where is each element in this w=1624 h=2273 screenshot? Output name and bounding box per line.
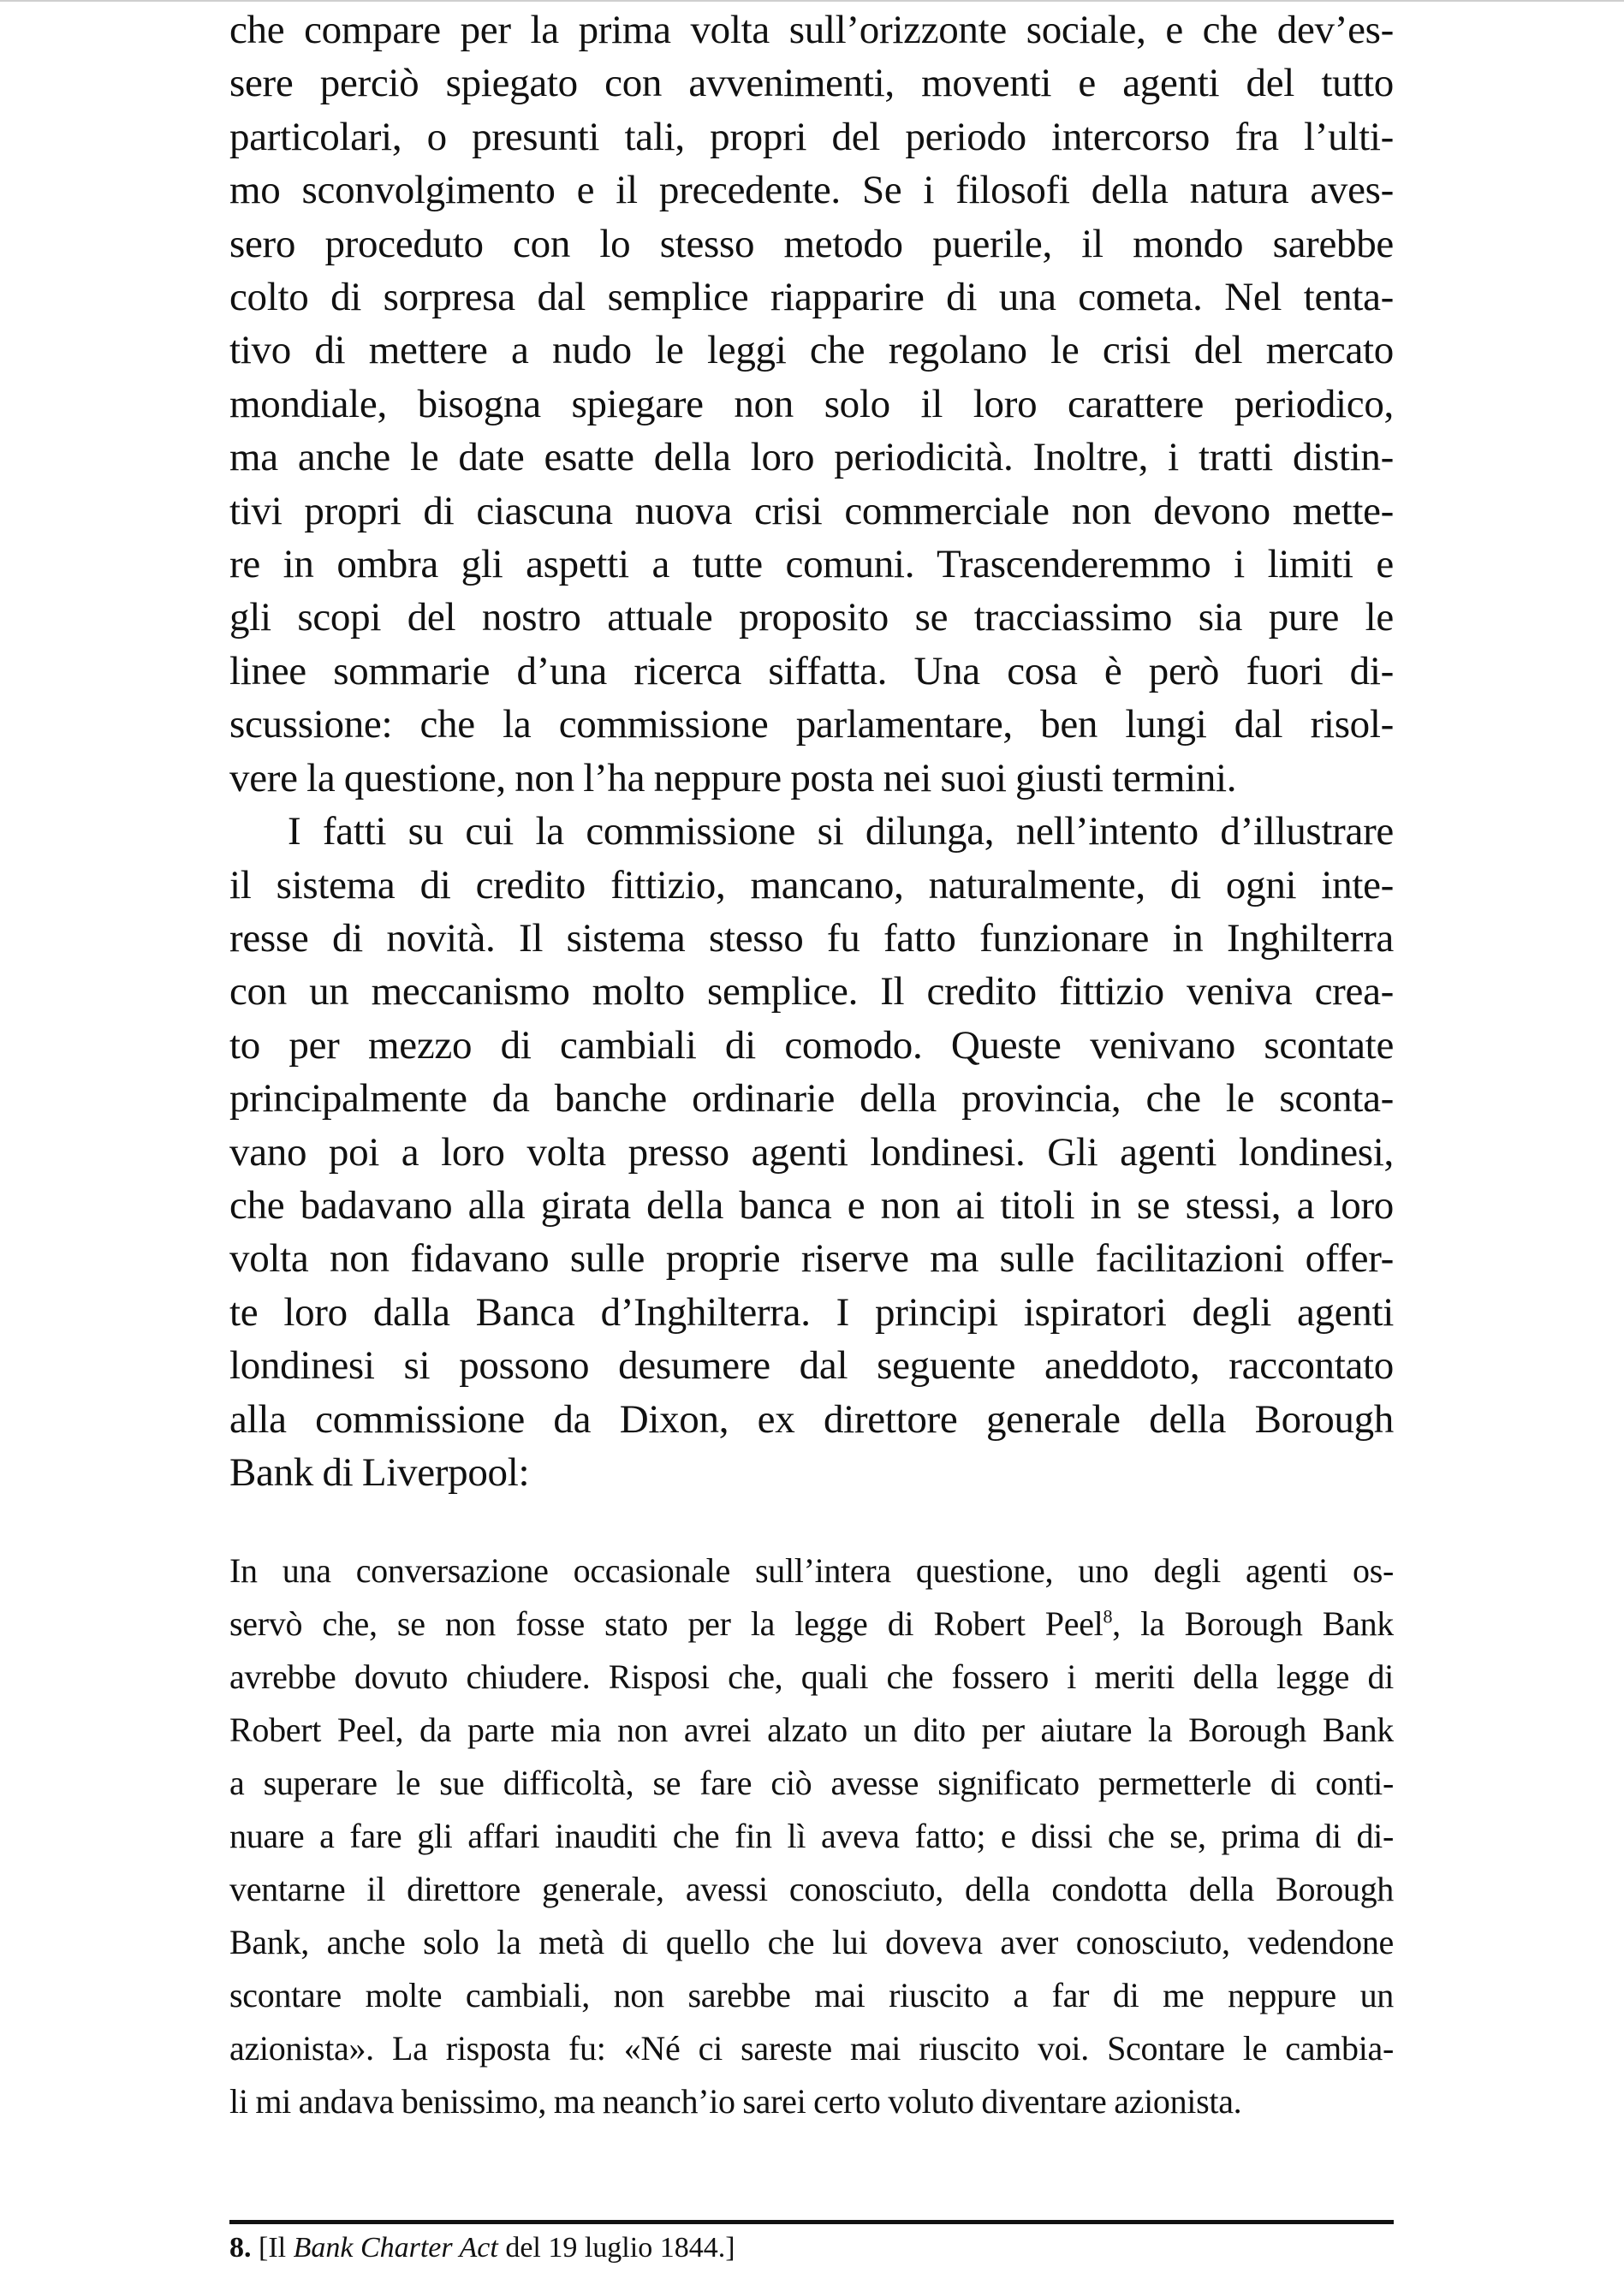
footnote-number: 8. bbox=[229, 2232, 252, 2264]
body-line: tivi propri di ciascuna nuova crisi commerciale non devono mette- bbox=[229, 488, 1394, 533]
quote-line: scontare molte cambiali, non sarebbe mai riuscito a far di me neppure un bbox=[229, 1976, 1394, 2014]
body-line: mondiale, bisogna spiegare non solo il loro carattere periodico, bbox=[229, 381, 1394, 426]
footnote-title: Bank Charter Act bbox=[293, 2232, 498, 2264]
footnote-text-open: [Il bbox=[259, 2232, 287, 2264]
body-line: to per mezzo di cambiali di comodo. Queste venivano scontate bbox=[229, 1022, 1394, 1068]
body-line: resse di novità. Il sistema stesso fu fatto funzionare in Inghilterra bbox=[229, 915, 1394, 961]
body-line: sere perciò spiegato con avvenimenti, moventi e agenti del tutto bbox=[229, 61, 1394, 106]
body-line-paragraph-end: Bank di Liverpool: bbox=[229, 1449, 530, 1495]
body-line: mo sconvolgimento e il precedente. Se i filosofi della natura aves- bbox=[229, 168, 1394, 213]
page-top-edge bbox=[0, 0, 1624, 2]
body-line: il sistema di credito fittizio, mancano, naturalmente, di ogni inte- bbox=[229, 862, 1394, 907]
footnote-text-rest: del 19 luglio 1844.] bbox=[505, 2232, 735, 2264]
quote-line: Bank, anche solo la metà di quello che lui doveva aver conosciuto, vedendone bbox=[229, 1923, 1394, 1961]
body-line: alla commissione da Dixon, ex direttore generale della Borough bbox=[229, 1396, 1394, 1442]
body-line: londinesi si possono desumere dal seguente aneddoto, raccontato bbox=[229, 1343, 1394, 1389]
quote-line: In una conversazione occasionale sull’intera questione, uno degli agenti os- bbox=[229, 1551, 1394, 1590]
quote-line-end: li mi andava benissimo, ma neanch’io sarei certo voluto diventare azionista. bbox=[229, 2082, 1242, 2121]
body-line: principalmente da banche ordinarie della provincia, che le sconta- bbox=[229, 1076, 1394, 1122]
body-line: vano poi a loro volta presso agenti londinesi. Gli agenti londinesi, bbox=[229, 1129, 1394, 1175]
body-line: che compare per la prima volta sull’orizzonte sociale, e che dev’es- bbox=[229, 8, 1394, 52]
body-line: scussione: che la commissione parlamentare, ben lungi dal risol- bbox=[229, 702, 1394, 747]
body-text bbox=[229, 3, 1394, 1499]
body-line: sero proceduto con lo stesso metodo puerile, il mondo sarebbe bbox=[229, 221, 1394, 266]
quote-line: ventarne il direttore generale, avessi conosciuto, della condotta della Borough bbox=[229, 1870, 1394, 1908]
footnote bbox=[229, 2229, 735, 2267]
body-line: te loro dalla Banca d’Inghilterra. I principi ispiratori degli agenti bbox=[229, 1289, 1394, 1335]
body-line: volta non fidavano sulle proprie riserve ma sulle facilitazioni offer- bbox=[229, 1236, 1394, 1282]
quote-line: a superare le sue difficoltà, se fare ciò avesse significato permetterle di conti- bbox=[229, 1764, 1394, 1802]
body-line: che badavano alla girata della banca e non ai titoli in se stessi, a loro bbox=[229, 1182, 1394, 1228]
quote-line-text: servò che, se non fosse stato per la legge di Robert Peel bbox=[229, 1604, 1103, 1643]
footnote-reference[interactable]: 8 bbox=[1103, 1605, 1113, 1627]
quote-line: azionista». La risposta fu: «Né ci sareste mai riuscito voi. Scontare le cambia- bbox=[229, 2029, 1394, 2068]
footnote-divider bbox=[229, 2220, 1394, 2224]
body-line: re in ombra gli aspetti a tutte comuni. Trascenderemmo i limiti e bbox=[229, 542, 1394, 587]
body-line: ma anche le date esatte della loro periodicità. Inoltre, i tratti distin- bbox=[229, 435, 1394, 480]
body-line: particolari, o presunti tali, propri del periodo intercorso fra l’ulti- bbox=[229, 114, 1394, 159]
body-line: linee sommarie d’una ricerca siffatta. Una cosa è però fuori di- bbox=[229, 648, 1394, 693]
quote-line: avrebbe dovuto chiudere. Risposi che, quali che fossero i meriti della legge di bbox=[229, 1657, 1394, 1696]
quote-line-text: , la Borough Bank bbox=[1112, 1604, 1394, 1643]
body-line-paragraph-end: vere la questione, non l’ha neppure posta nei suoi giusti termini. bbox=[229, 755, 1237, 800]
quote-line: Robert Peel, da parte mia non avrei alzato un dito per aiutare la Borough Bank bbox=[229, 1711, 1394, 1749]
block-quote bbox=[229, 1544, 1394, 2128]
body-line: colto di sorpresa dal semplice riapparire di una cometa. Nel tenta- bbox=[229, 275, 1394, 320]
body-line-paragraph-start: I fatti su cui la commissione si dilunga, nell’intento d’illustrare bbox=[288, 809, 1394, 854]
quote-line: nuare a fare gli affari inauditi che fin lì aveva fatto; e dissi che se, prima di di- bbox=[229, 1817, 1394, 1855]
body-line: tivo di mettere a nudo le leggi che regolano le crisi del mercato bbox=[229, 328, 1394, 373]
body-line: con un meccanismo molto semplice. Il credito fittizio veniva crea- bbox=[229, 969, 1394, 1015]
body-line: gli scopi del nostro attuale proposito se tracciassimo sia pure le bbox=[229, 595, 1394, 640]
quote-line bbox=[229, 1598, 1394, 1651]
